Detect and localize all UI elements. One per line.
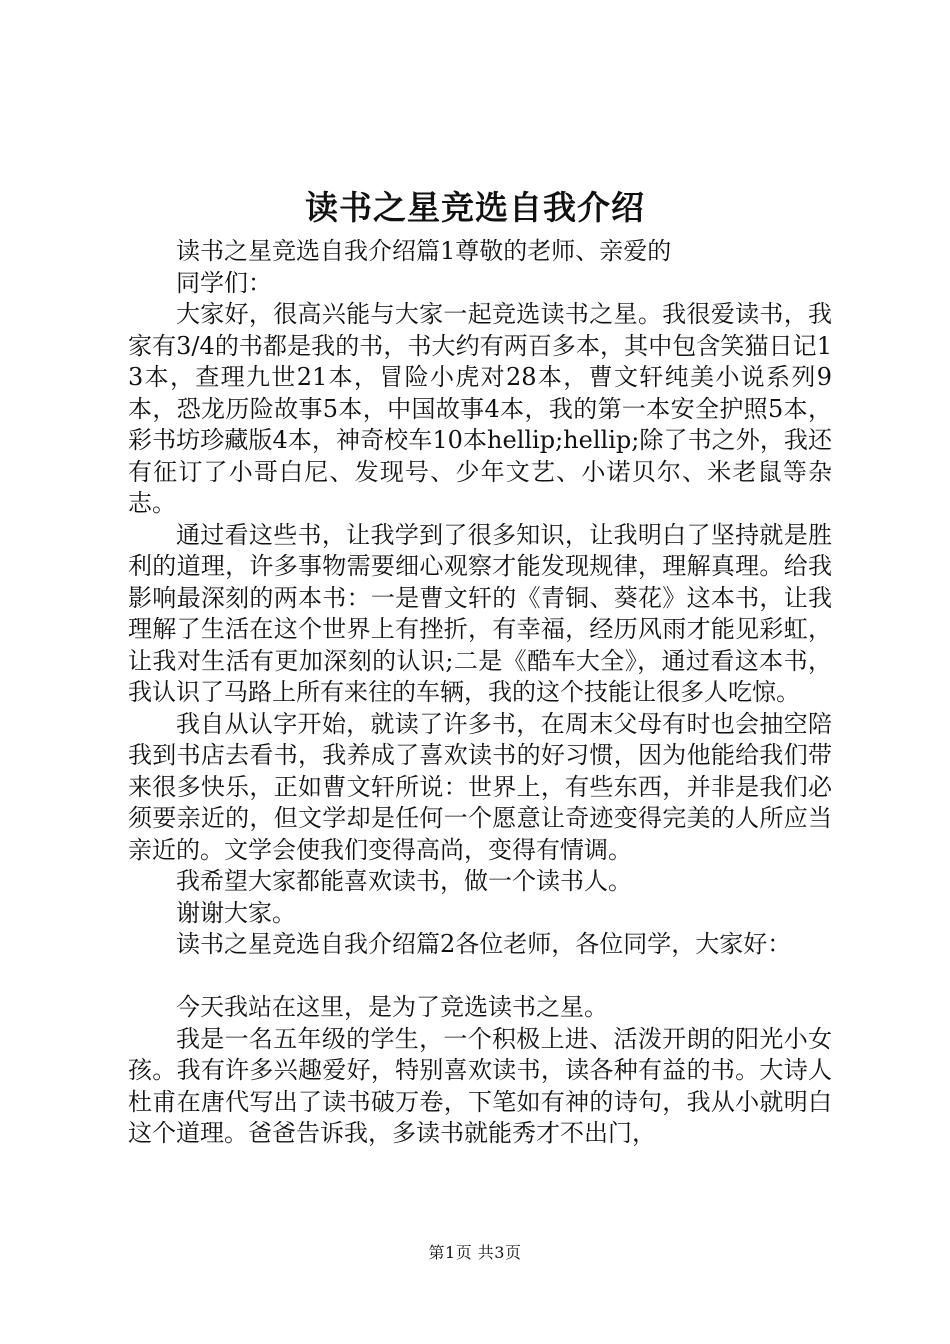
paragraph: 谢谢大家。 — [176, 898, 296, 927]
page-number: 第1页 共3页 — [428, 1243, 522, 1262]
paragraph: 我是一名五年级的学生，一个积极上进、活泼开朗的阳光小女孩。我有许多兴趣爱好，特别喜欢读书，读各种有益的书。大诗人杜甫在唐代写出了读书破万卷，下笔如有神的诗句，我从小就明白这个道理。爸爸告诉我，多读书就能秀才不出门， — [128, 1024, 832, 1147]
document-body — [128, 236, 832, 1150]
document-title: 读书之星竞选自我介绍 — [305, 188, 645, 227]
paragraph: 读书之星竞选自我介绍篇1尊敬的老师、亲爱的 — [176, 237, 672, 265]
paragraph: 读书之星竞选自我介绍篇2各位老师，各位同学，大家好： — [176, 930, 792, 958]
paragraph: 我自从认字开始，就读了许多书，在周末父母有时也会抽空陪我到书店去看书，我养成了喜欢读书的好习惯，因为他能给我们带来很多快乐，正如曹文轩所说：世界上，有些东西，并非是我们必须要亲近的，但文学却是任何一个愿意让奇迹变得完美的人所应当亲近的。文学会使我们变得高尚，变得有情调。 — [128, 709, 832, 864]
paragraph: 今天我站在这里，是为了竞选读书之星。 — [176, 993, 608, 1021]
paragraph: 我希望大家都能喜欢读书，做一个读书人。 — [176, 867, 632, 895]
paragraph: 通过看这些书，让我学到了很多知识，让我明白了坚持就是胜利的道理，许多事物需要细心观察才能发现规律，理解真理。给我影响最深刻的两本书：一是曹文轩的《青铜、葵花》这本书，让我理解了生活在这个世界上有挫折，有幸福，经历风雨才能见彩虹，让我对生活有更加深刻的认识;二是《酷车大全》，通过看这本书，我认识了马路上所有来往的车辆，我的这个技能让很多人吃惊。 — [128, 520, 832, 706]
paragraph: 同学们： — [176, 268, 272, 297]
paragraph: 大家好，很高兴能与大家一起竞选读书之星。我很爱读书，我家有3/4的书都是我的书，书大约有两百多本，其中包含笑猫日记13本，查理九世21本，冒险小虎对28本，曹文轩纯美小说系列9本，恐龙历险故事5本，中国故事4本，我的第一本安全护照5本，彩书坊珍藏版4本，神奇校车10本hellip;hellip;除了书之外，我还有征订了小哥白尼、发现号、少年文艺、小诺贝尔、米老鼠等杂志。 — [128, 300, 832, 517]
